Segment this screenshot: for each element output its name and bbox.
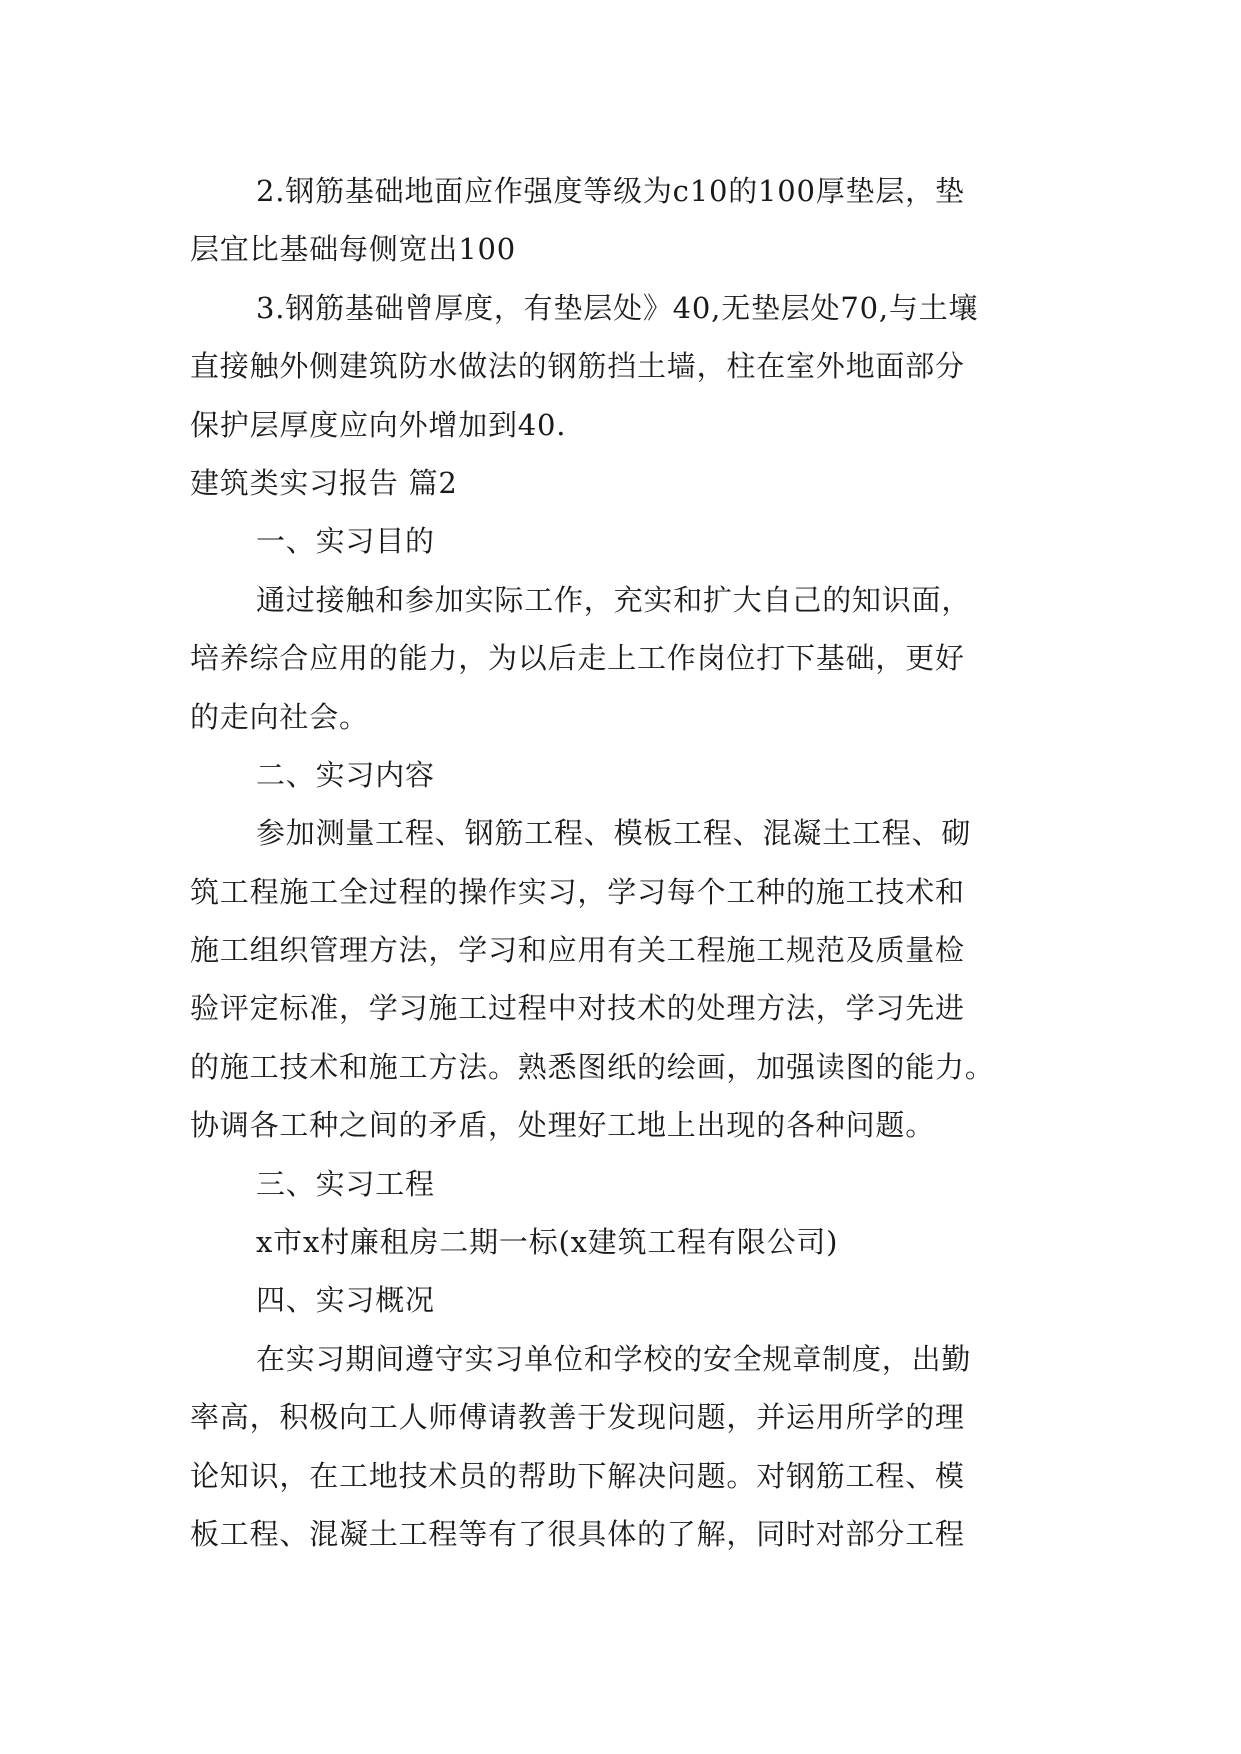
text-line: 层宜比基础每侧宽出100 <box>190 232 516 267</box>
text-line: 3.钢筋基础曾厚度，有垫层处》40,无垫层处70,与土壤 <box>256 290 979 325</box>
text-line: 验评定标准，学习施工过程中对技术的处理方法，学习先进 <box>190 991 965 1026</box>
text-line: 一、实习目的 <box>256 524 435 559</box>
text-line: 培养综合应用的能力，为以后走上工作岗位打下基础，更好 <box>190 641 965 676</box>
text-line: 三、实习工程 <box>256 1166 435 1201</box>
text-line: 直接触外侧建筑防水做法的钢筋挡土墙，柱在室外地面部分 <box>190 349 965 384</box>
text-line: 保护层厚度应向外增加到40. <box>190 407 567 442</box>
text-line: 二、实习内容 <box>256 757 435 792</box>
text-line: 的走向社会。 <box>190 699 369 734</box>
text-line: 论知识，在工地技术员的帮助下解决问题。对钢筋工程、模 <box>190 1458 965 1493</box>
document-body <box>190 162 1050 1563</box>
text-line: 的施工技术和施工方法。熟悉图纸的绘画，加强读图的能力。 <box>190 1049 995 1084</box>
text-line: 协调各工种之间的矛盾，处理好工地上出现的各种问题。 <box>190 1108 936 1143</box>
text-line: 板工程、混凝土工程等有了很具体的了解，同时对部分工程 <box>190 1516 965 1551</box>
text-line: 筑工程施工全过程的操作实习，学习每个工种的施工技术和 <box>190 874 965 909</box>
text-line: 参加测量工程、钢筋工程、模板工程、混凝土工程、砌 <box>256 816 972 851</box>
section-heading: 建筑类实习报告 篇2 <box>190 465 458 500</box>
text-line: 在实习期间遵守实习单位和学校的安全规章制度，出勤 <box>256 1341 972 1376</box>
text-line: x市x村廉租房二期一标(x建筑工程有限公司) <box>256 1225 839 1260</box>
text-line: 通过接触和参加实际工作，充实和扩大自己的知识面， <box>256 582 972 617</box>
text-line: 四、实习概况 <box>256 1283 435 1318</box>
text-line: 2.钢筋基础地面应作强度等级为c10的100厚垫层，垫 <box>256 174 965 208</box>
text-line: 施工组织管理方法，学习和应用有关工程施工规范及质量检 <box>190 933 965 968</box>
text-line: 率高，积极向工人师傅请教善于发现问题，并运用所学的理 <box>190 1400 965 1435</box>
